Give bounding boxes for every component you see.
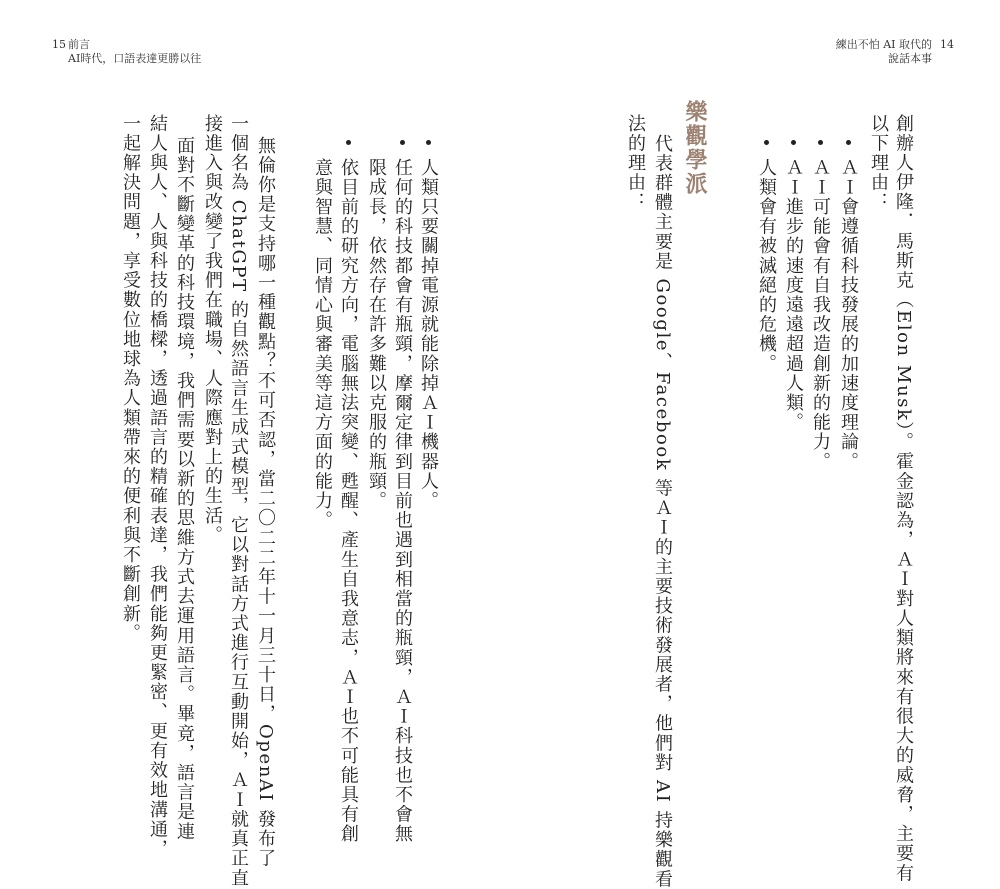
bullet-icon (846, 140, 851, 145)
bullet-icon (426, 140, 431, 145)
chapter-subtitle: AI時代，口語表達更勝以往 (68, 52, 202, 65)
book-title-line2: 說話本事 (888, 52, 932, 65)
right-bullet-2: ＡＩ可能會有自我改造創新的能力。 (810, 158, 831, 472)
paragraph-line: 接進入與改變了我們在職場、人際應對上的生活。 (202, 114, 223, 546)
intro-line: 創辦人伊隆．馬斯克（Elon Musk）。霍金認為，ＡＩ對人類將來有很大的威脅，主要有 (893, 114, 914, 884)
bullet-icon (764, 140, 769, 145)
left-bullet-3-cont: 意與智慧、同情心與審美等這方面的能力。 (312, 158, 333, 531)
bullet-icon (400, 140, 405, 145)
left-bullet-1: 人類只要關掉電源就能除掉ＡＩ機器人。 (418, 158, 439, 511)
book-title-line1: 練出不怕 AI 取代的 (835, 38, 932, 51)
chapter-title: 前言 (68, 38, 90, 51)
paragraph-line: 一起解決問題，享受數位地球為人類帶來的便利與不斷創新。 (120, 114, 141, 644)
paragraph-line: 無倫你是支持哪一種觀點？不可否認，當二〇二二年十一月三十日，OpenAI 發布了 (255, 136, 276, 869)
right-page (500, 0, 1000, 889)
right-bullet-1: ＡＩ會遵循科技發展的加速度理論。 (838, 158, 859, 472)
bullet-icon (818, 140, 823, 145)
section-heading: 樂觀學派 (682, 100, 708, 196)
left-bullet-2: 任何的科技都會有瓶頸，摩爾定律到目前也遇到相當的瓶頸，ＡＩ科技也不會無 (392, 158, 413, 844)
right-page-number: 14 (940, 38, 954, 51)
bullet-icon (791, 140, 796, 145)
right-bullet-4: 人類會有被滅絕的危機。 (756, 158, 777, 374)
section-text-line: 代表群體主要是 Google、Facebook 等ＡＩ的主要技術發展者，他們對 AI 持樂觀看 (652, 134, 673, 889)
left-bullet-2-cont: 限成長，依然存在許多難以克服的瓶頸。 (366, 158, 387, 511)
paragraph-line: 一個名為 ChatGPT 的自然語言生成式模型，它以對話方式進行互動開始，ＡＩ就真正直 (228, 114, 249, 889)
section-text-line: 法的理由： (625, 114, 646, 212)
intro-line: 以下理由： (868, 114, 889, 212)
right-bullet-3: ＡＩ進步的速度遠遠超過人類。 (783, 158, 804, 433)
left-bullet-3: 依目前的研究方向，電腦無法突變、甦醒、產生自我意志，ＡＩ也不可能具有創 (338, 158, 359, 844)
paragraph-line: 結人與人、人與科技的橋樑，透過語言的精確表達，我們能夠更緊密、更有效地溝通， (147, 114, 168, 859)
paragraph-line: 面對不斷變革的科技環境，我們需要以新的思維方式去運用語言。畢竟，語言是連 (174, 136, 195, 842)
bullet-icon (346, 140, 351, 145)
left-page-number: 15 (52, 38, 66, 51)
